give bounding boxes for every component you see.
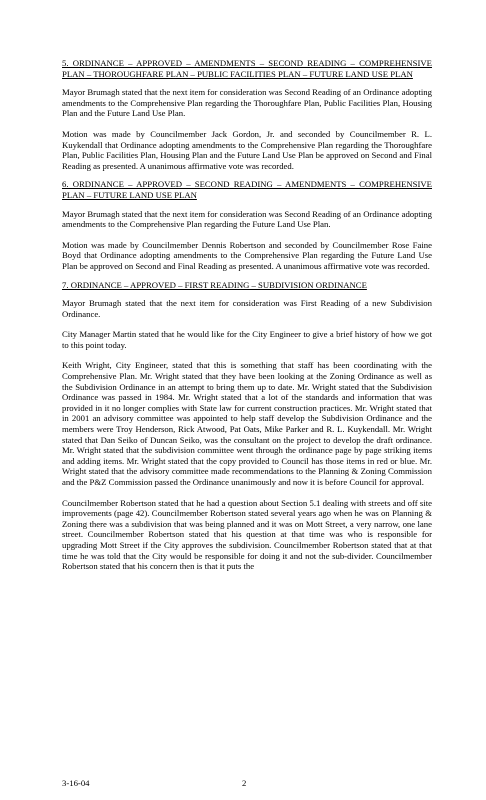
section-7-paragraph-2: City Manager Martin stated that he would like for the City Engineer to give a brief history of how we got to this point today. — [62, 329, 432, 350]
section-6-paragraph-1: Mayor Brumagh stated that the next item for consideration was Second Reading of an Ordinance adopting amendments to the Comprehensive Plan regarding the Future Land Use Plan. — [62, 208, 432, 230]
section-7-paragraph-4: Councilmember Robertson stated that he had a question about Section 5.1 dealing with streets and off site improvements (page 42). Councilmember Robertson stated several years ago when he was on Planning & Zoning there was a subdivision that was being planned and it was on Mott Street, a very narrow, one lane street. Councilmember Robertson stated that his question at that time was who is responsible for upgrading Mott Street if the City approves the subdivision. Councilmember Robertson stated that at that time he was told that the City would be responsible for doing it and not the sub-divider. Councilmember Robertson stated that his concern then is that it puts the — [62, 497, 432, 572]
section-5-paragraph-1: Mayor Brumagh stated that the next item for consideration was Second Reading of an Ordinance adopting amendments to the Comprehensive Plan regarding the Thoroughfare Plan, Public Facilities Plan, Housing Plan and the Future Land Use Plan. — [62, 87, 432, 119]
section-5-heading: 5. ORDINANCE – APPROVED – AMENDMENTS – SECOND READING – COMPREHENSIVE PLAN – THOROUGHFARE PLAN – PUBLIC FACILITIES PLAN – FUTURE LAND USE PLAN — [62, 58, 432, 79]
minutes-page — [62, 58, 432, 572]
section-7-heading: 7. ORDINANCE – APPROVED – FIRST READING – SUBDIVISION ORDINANCE — [62, 279, 367, 290]
section-5-paragraph-2: Motion was made by Councilmember Jack Gordon, Jr. and seconded by Councilmember R. L. Kuykendall that Ordinance adopting amendments to the Comprehensive Plan regarding the Thoroughfare Plan, Public Facilities Plan, Housing Plan and the Future Land Use Plan be approved on Second and Final Reading as presented. A unanimous affirmative vote was recorded. — [62, 128, 432, 171]
section-6-paragraph-2: Motion was made by Councilmember Dennis Robertson and seconded by Councilmember Rose Faine Boyd that Ordinance adopting amendments to the Comprehensive Plan regarding the Future Land Use Plan be approved on Second and Final Reading as presented. A unanimous affirmative vote was recorded. — [62, 239, 432, 271]
section-7-paragraph-3: Keith Wright, City Engineer, stated that this is something that staff has been coordinating with the Comprehensive Plan. Mr. Wright stated that they have been looking at the Zoning Ordinance as well as the Subdivision Ordinance in an attempt to bring them up to date. Mr. Wright stated that the Subdivision Ordinance was passed in 1984. Mr. Wright stated that a lot of the standards and information that was provided in it no longer complies with State law for current construction practices. Mr. Wright stated that in 2001 an advisory committee was appointed to help staff develop the Subdivision Ordinance and the members were Troy Henderson, Rick Atwood, Pat Oats, Mike Parker and R. L. Kuykendall. Mr. Wright stated that Dan Seiko of Duncan Seiko, was the consultant on the project to develop the draft ordinance. Mr. Wright stated that the subdivision committee went through the ordinance page by page striking items and adding items. Mr. Wright stated that the copy provided to Council has those items in red or blue. Mr. Wright stated that the advisory committee made recommendations to the Planning & Zoning Commission and the P&Z Commission passed the Ordinance unanimously and now it is before Council for approval. — [62, 360, 432, 487]
footer-date: 3-16-04 — [62, 778, 90, 788]
section-7-paragraph-1: Mayor Brumagh stated that the next item for consideration was First Reading of a new Subdivision Ordinance. — [62, 298, 432, 319]
section-6-heading: 6. ORDINANCE – APPROVED – SECOND READING – AMENDMENTS – COMPREHENSIVE PLAN – FUTURE LAND USE PLAN — [62, 179, 432, 200]
page-number: 2 — [242, 778, 247, 788]
